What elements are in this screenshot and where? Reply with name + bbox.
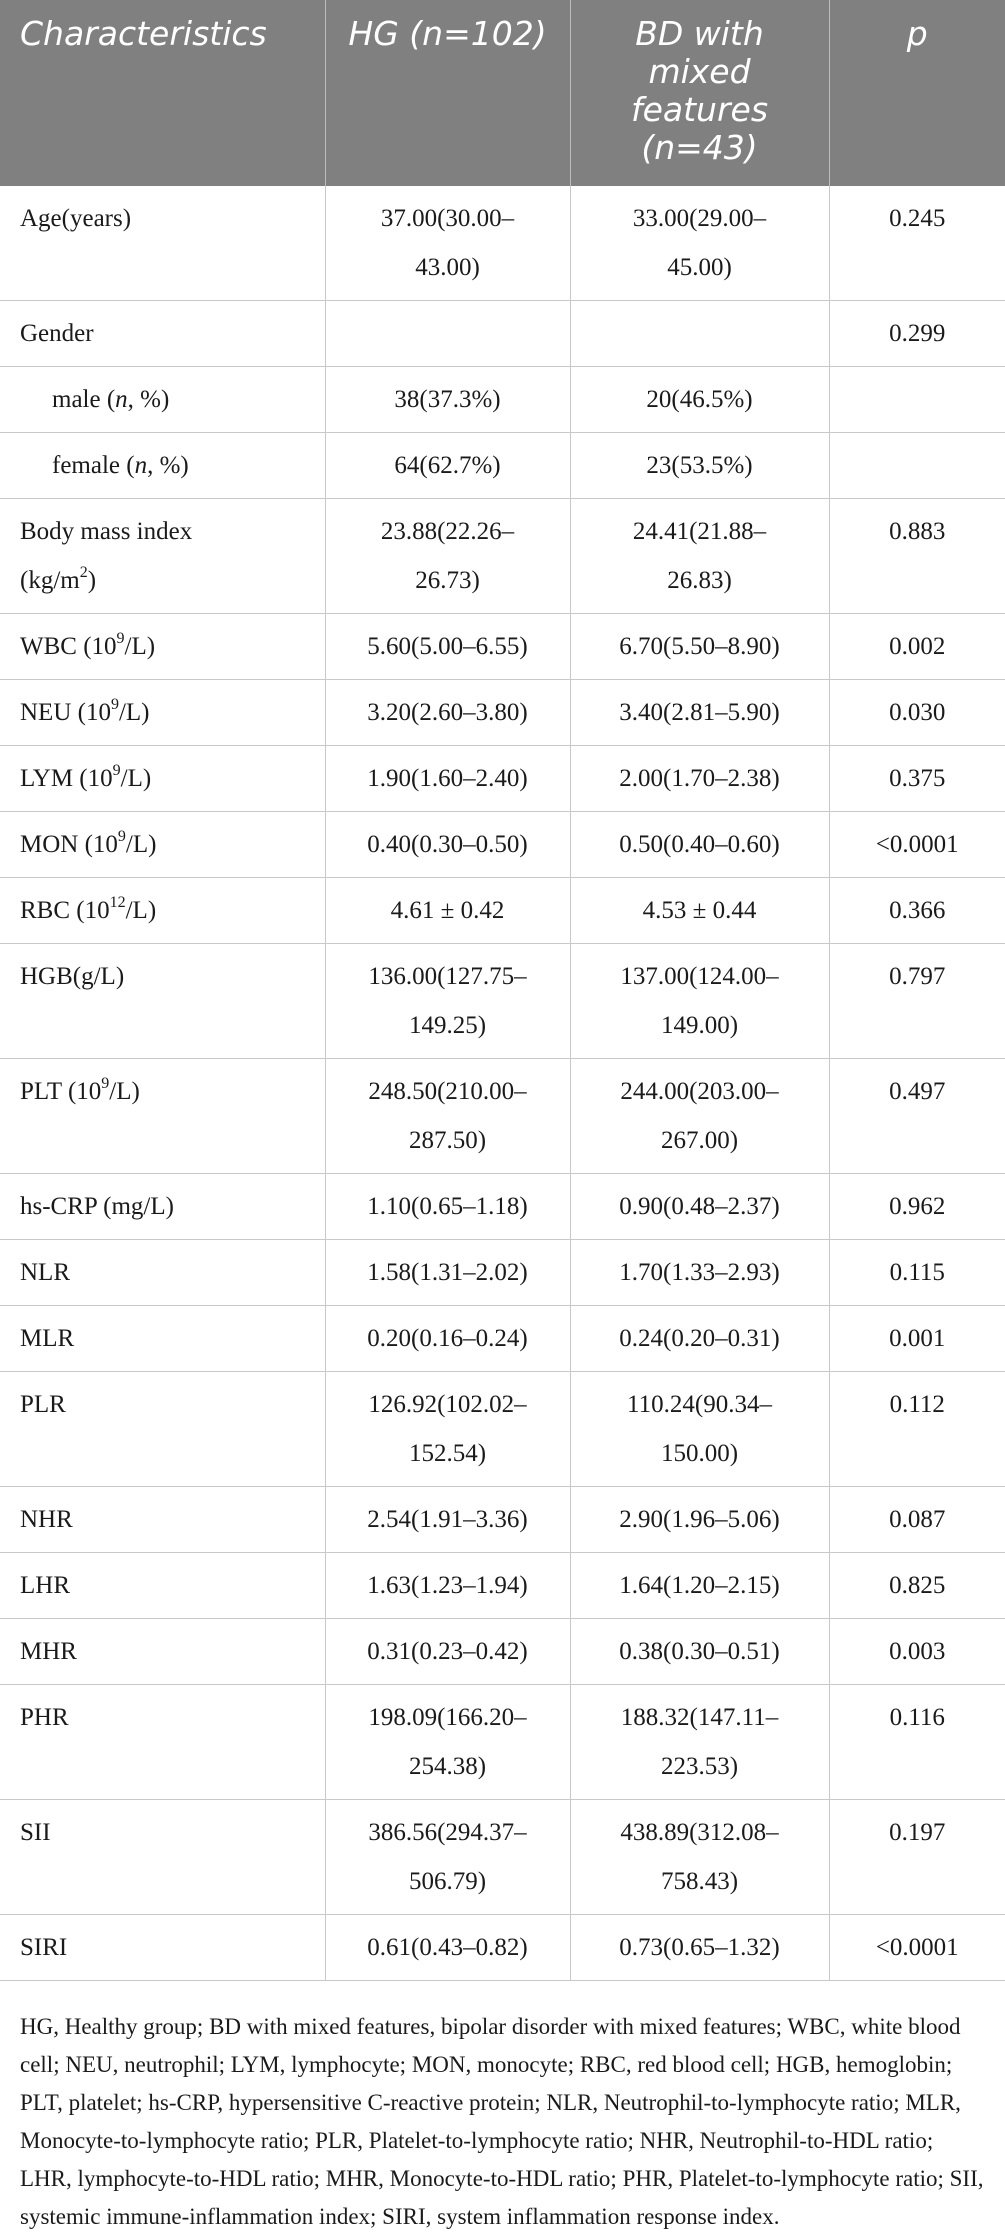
row-label — [0, 367, 325, 433]
row-label — [0, 1619, 325, 1685]
bd-value — [570, 301, 829, 367]
row-label-tail: /L) — [124, 633, 156, 660]
table-row — [0, 1174, 1005, 1240]
bd-value: 438.89(312.08– 758.43) — [570, 1800, 829, 1915]
table-row — [0, 1306, 1005, 1372]
p-value: 0.825 — [829, 1553, 1005, 1619]
bd-value: 3.40(2.81–5.90) — [570, 680, 829, 746]
table-row — [0, 812, 1005, 878]
row-label-tail: /L) — [109, 1078, 140, 1105]
table-row — [0, 499, 1005, 614]
hg-value: 136.00(127.75– 149.25) — [325, 944, 570, 1059]
row-label-text: NHR — [20, 1506, 73, 1533]
hg-value: 0.31(0.23–0.42) — [325, 1619, 570, 1685]
p-value — [829, 367, 1005, 433]
p-value: 0.003 — [829, 1619, 1005, 1685]
hg-value — [325, 301, 570, 367]
bd-value: 6.70(5.50–8.90) — [570, 614, 829, 680]
bd-value: 110.24(90.34– 150.00) — [570, 1372, 829, 1487]
row-label-text: NEU (10 — [20, 699, 111, 726]
hg-value: 2.54(1.91–3.36) — [325, 1487, 570, 1553]
row-label — [0, 944, 325, 1059]
row-label-text: PLR — [20, 1391, 66, 1418]
row-label — [0, 1685, 325, 1800]
row-label — [0, 1372, 325, 1487]
row-label-text: MLR — [20, 1325, 75, 1352]
table-row — [0, 186, 1005, 301]
p-value: 0.087 — [829, 1487, 1005, 1553]
row-label-superscript: 12 — [109, 893, 126, 911]
hg-value: 5.60(5.00–6.55) — [325, 614, 570, 680]
hg-value: 64(62.7%) — [325, 433, 570, 499]
row-label-superscript: 9 — [117, 827, 126, 845]
header-p: p — [829, 0, 1005, 186]
hg-value: 0.40(0.30–0.50) — [325, 812, 570, 878]
p-value: <0.0001 — [829, 1915, 1005, 1981]
row-label-text: SIRI — [20, 1934, 68, 1961]
row-label — [0, 878, 325, 944]
table-row — [0, 1800, 1005, 1915]
p-value: 0.797 — [829, 944, 1005, 1059]
hg-value: 3.20(2.60–3.80) — [325, 680, 570, 746]
row-label-superscript: 9 — [110, 695, 119, 713]
table-row — [0, 878, 1005, 944]
header-characteristics: Characteristics — [0, 0, 325, 186]
hg-value: 248.50(210.00– 287.50) — [325, 1059, 570, 1174]
hg-value: 198.09(166.20– 254.38) — [325, 1685, 570, 1800]
row-label-text: RBC (10 — [20, 897, 110, 924]
row-label — [0, 614, 325, 680]
row-label-text: NLR — [20, 1259, 70, 1286]
table-body — [0, 186, 1005, 1981]
row-label-text: LHR — [20, 1572, 70, 1599]
p-value: 0.375 — [829, 746, 1005, 812]
bd-value: 2.90(1.96–5.06) — [570, 1487, 829, 1553]
p-value: 0.112 — [829, 1372, 1005, 1487]
p-value: 0.366 — [829, 878, 1005, 944]
table-row — [0, 1619, 1005, 1685]
row-label-text: SII — [20, 1819, 51, 1846]
row-label — [0, 1553, 325, 1619]
p-value: 0.116 — [829, 1685, 1005, 1800]
p-value: 0.001 — [829, 1306, 1005, 1372]
row-label-text: Gender — [20, 320, 94, 347]
p-value: <0.0001 — [829, 812, 1005, 878]
row-label-superscript: 2 — [79, 563, 88, 581]
row-label — [0, 1487, 325, 1553]
hg-value: 23.88(22.26– 26.73) — [325, 499, 570, 614]
bd-value: 0.24(0.20–0.31) — [570, 1306, 829, 1372]
row-label — [0, 1306, 325, 1372]
hg-value: 0.20(0.16–0.24) — [325, 1306, 570, 1372]
hg-value: 1.10(0.65–1.18) — [325, 1174, 570, 1240]
p-value — [829, 433, 1005, 499]
bd-value: 0.90(0.48–2.37) — [570, 1174, 829, 1240]
row-label-tail: /L) — [120, 765, 152, 792]
row-label-suffix: (n, %) — [100, 386, 170, 413]
row-label-text: MHR — [20, 1638, 77, 1665]
row-label-text: LYM (10 — [20, 765, 113, 792]
hg-value: 0.61(0.43–0.82) — [325, 1915, 570, 1981]
table-row — [0, 1240, 1005, 1306]
row-label-text: PLT (10 — [20, 1078, 102, 1105]
row-label-tail: /L) — [125, 897, 157, 924]
table-row — [0, 1915, 1005, 1981]
row-label-superscript: 9 — [112, 761, 121, 779]
row-label — [0, 680, 325, 746]
row-label-text: PHR — [20, 1704, 69, 1731]
table-row — [0, 1372, 1005, 1487]
hg-value: 38(37.3%) — [325, 367, 570, 433]
header-hg: HG (n=102) — [325, 0, 570, 186]
row-label-text: WBC (10 — [20, 633, 117, 660]
table-row — [0, 944, 1005, 1059]
bd-value: 0.50(0.40–0.60) — [570, 812, 829, 878]
row-label — [0, 186, 325, 301]
table-row — [0, 1553, 1005, 1619]
table-row — [0, 433, 1005, 499]
table-row — [0, 1059, 1005, 1174]
row-label-text: female — [52, 452, 121, 479]
bd-value: 244.00(203.00– 267.00) — [570, 1059, 829, 1174]
p-value: 0.115 — [829, 1240, 1005, 1306]
table-row — [0, 680, 1005, 746]
row-label — [0, 499, 325, 614]
row-label — [0, 1059, 325, 1174]
row-label-text: MON (10 — [20, 831, 118, 858]
row-label — [0, 1915, 325, 1981]
bd-value: 1.70(1.33–2.93) — [570, 1240, 829, 1306]
row-label — [0, 812, 325, 878]
table-row — [0, 746, 1005, 812]
hg-value: 1.90(1.60–2.40) — [325, 746, 570, 812]
p-value: 0.030 — [829, 680, 1005, 746]
bd-value: 4.53 ± 0.44 — [570, 878, 829, 944]
p-value: 0.497 — [829, 1059, 1005, 1174]
row-label — [0, 1174, 325, 1240]
bd-value: 2.00(1.70–2.38) — [570, 746, 829, 812]
bd-value: 33.00(29.00– 45.00) — [570, 186, 829, 301]
table-row — [0, 614, 1005, 680]
row-label-suffix: (n, %) — [120, 452, 189, 479]
bd-value: 20(46.5%) — [570, 367, 829, 433]
bd-value: 188.32(147.11– 223.53) — [570, 1685, 829, 1800]
table-row — [0, 1487, 1005, 1553]
row-label-text: HGB(g/L) — [20, 963, 125, 990]
row-label-tail: /L) — [125, 831, 157, 858]
bd-value: 24.41(21.88– 26.83) — [570, 499, 829, 614]
row-label-text: hs-CRP (mg/L) — [20, 1193, 174, 1220]
bd-value: 0.38(0.30–0.51) — [570, 1619, 829, 1685]
table-row — [0, 301, 1005, 367]
hg-value: 1.58(1.31–2.02) — [325, 1240, 570, 1306]
row-label — [0, 1240, 325, 1306]
table-footnote: HG, Healthy group; BD with mixed features, bipolar disorder with mixed features; WBC, white blood cell; NEU, neutrophil; LYM, lymphocyte; MON, monocyte; RBC, red blood cell; HGB, hemoglobin; PLT, platelet; hs-CRP, hypersensitive C-reactive protein; NLR, Neutrophil-to-lymphocyte ratio; MLR, Monocyte-to-lymphocyte ratio; PLR, Platelet-to-lymphocyte ratio; NHR, Neutrophil-to-HDL ratio; LHR, lymphocyte-to-HDL ratio; MHR, Monocyte-to-HDL ratio; PHR, Platelet-to-lymphocyte ratio; SII, systemic immune-inflammation index; SIRI, system inflammation response index. — [20, 2014, 984, 2229]
hg-value: 4.61 ± 0.42 — [325, 878, 570, 944]
row-label — [0, 301, 325, 367]
row-label-superscript: 9 — [101, 1074, 110, 1092]
row-label — [0, 746, 325, 812]
hg-value: 37.00(30.00– 43.00) — [325, 186, 570, 301]
p-value: 0.197 — [829, 1800, 1005, 1915]
header-bd: BD with mixed features (n=43) — [570, 0, 829, 186]
row-label-tail: ) — [87, 567, 97, 594]
bd-value: 0.73(0.65–1.32) — [570, 1915, 829, 1981]
p-value: 0.002 — [829, 614, 1005, 680]
p-value: 0.883 — [829, 499, 1005, 614]
hg-value: 126.92(102.02– 152.54) — [325, 1372, 570, 1487]
hg-value: 1.63(1.23–1.94) — [325, 1553, 570, 1619]
p-value: 0.962 — [829, 1174, 1005, 1240]
row-label-superscript: 9 — [116, 629, 125, 647]
row-label-text: male — [52, 386, 101, 413]
bd-value: 137.00(124.00– 149.00) — [570, 944, 829, 1059]
p-value: 0.245 — [829, 186, 1005, 301]
bd-value: 23(53.5%) — [570, 433, 829, 499]
row-label-text: Age(years) — [20, 205, 132, 232]
table-row — [0, 367, 1005, 433]
p-value: 0.299 — [829, 301, 1005, 367]
row-label — [0, 433, 325, 499]
table-row — [0, 1685, 1005, 1800]
row-label-text: Body mass index (kg/m — [20, 518, 193, 594]
bd-value: 1.64(1.20–2.15) — [570, 1553, 829, 1619]
table-header-row — [0, 0, 1005, 186]
hg-value: 386.56(294.37– 506.79) — [325, 1800, 570, 1915]
row-label-tail: /L) — [118, 699, 150, 726]
row-label — [0, 1800, 325, 1915]
